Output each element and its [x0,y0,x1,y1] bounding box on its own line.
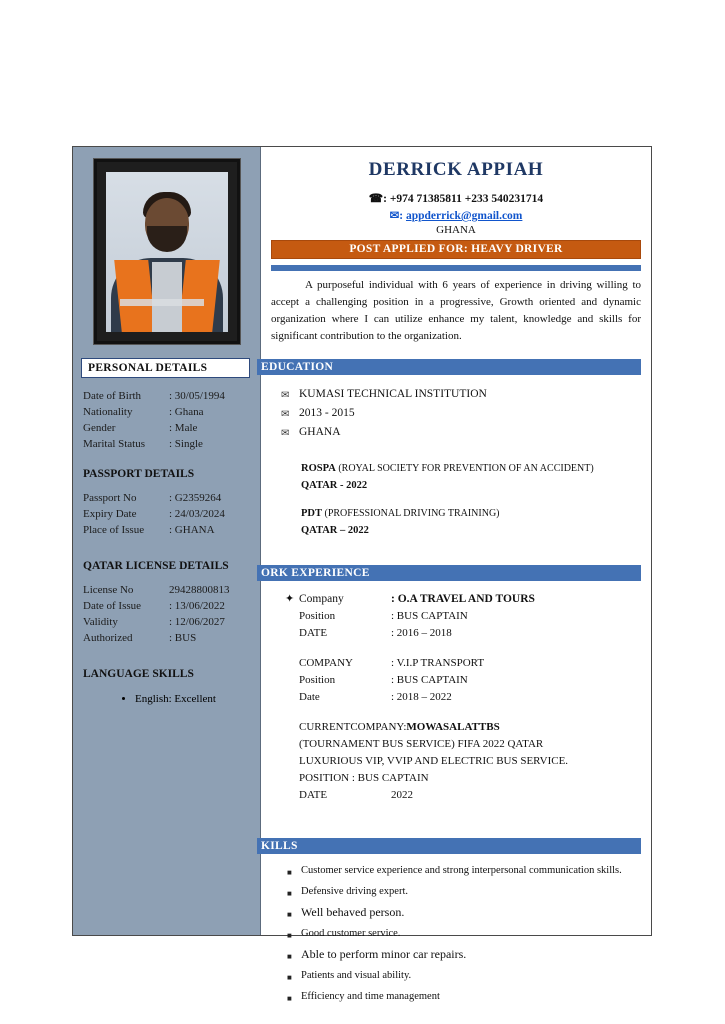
field-label: Authorized [83,632,133,644]
field-value: : 2018 – 2022 [391,691,452,703]
language-skills-heading: LANGUAGE SKILLS [83,668,194,680]
job-row [285,608,641,625]
field-label: Position [299,674,336,686]
current-job-entry [285,719,641,804]
square-bullet-icon: ■ [287,868,292,877]
list-item [83,522,250,538]
field-value: : BUS [169,632,197,644]
field-value: 2022 [391,789,413,801]
telephone-icon: ☎ [368,193,384,205]
job-row [285,672,641,689]
field-label: Gender [83,422,116,434]
field-label: License No [83,584,134,596]
personal-details-list [83,388,250,452]
spacer [285,689,299,706]
field-label: DATE [299,627,328,639]
list-item [287,883,641,900]
certificate-title: PDT [301,508,322,519]
list-item [287,862,641,879]
email-link[interactable]: appderrick@gmail.com [405,210,523,222]
field-label: Date of Issue [83,600,142,612]
skill-text: Patients and visual ability. [301,970,412,981]
spacer [285,753,299,770]
education-item-text: 2013 - 2015 [299,407,355,419]
list-item: • English: Excellent [135,690,250,708]
current-job-line3: LUXURIOUS VIP, VVIP AND ELECTRIC BUS SERVICE. [299,755,569,767]
list-item [83,598,250,614]
field-value: : Ghana [169,406,204,418]
field-label: Date [299,691,320,703]
skills-heading: KILLS [257,838,641,854]
square-bullet-icon: ■ [287,889,292,898]
field-value: : 12/06/2027 [169,616,225,628]
current-company-label: CURRENTCOMPANY: [299,721,407,733]
job-row [285,625,641,642]
skill-text: Customer service experience and strong interpersonal communication skills. [301,865,622,876]
list-item [287,967,641,984]
job-row [285,770,641,787]
field-label: Date of Birth [83,390,142,402]
skill-text: Defensive driving expert. [301,886,409,897]
square-bullet-icon: ■ [287,952,292,961]
list-item [83,404,250,420]
post-applied-banner: POST APPLIED FOR: HEAVY DRIVER [271,240,641,259]
list-item [281,404,641,423]
job-row [285,736,641,753]
list-item [83,506,250,522]
job-row [285,753,641,770]
current-job-line2: (TOURNAMENT BUS SERVICE) FIFA 2022 QATAR [299,738,544,750]
profile-summary [271,277,641,345]
square-bullet-icon: ■ [287,910,292,919]
phone-value: : +974 71385811 +233 540231714 [383,193,544,205]
job-entry [285,655,641,706]
job-row [285,689,641,706]
field-value: : 24/03/2024 [169,508,225,520]
license-details-list [83,582,250,646]
diamond-bullet-icon: ✦ [285,593,295,605]
list-item [83,490,250,506]
page-title: DERRICK APPIAH [368,159,544,180]
current-job-position: POSITION : BUS CAPTAIN [299,772,429,784]
work-experience-heading: ORK EXPERIENCE [257,565,641,581]
square-bullet-icon: ■ [287,931,292,940]
list-item [83,420,250,436]
envelope-bullet-icon: ✉ [281,409,290,420]
list-item [83,436,250,452]
field-label: Position [299,610,336,622]
language-list [95,690,250,708]
spacer [285,770,299,787]
field-value: : Male [169,422,198,434]
email-prefix: : [399,210,404,222]
field-value: : G2359264 [169,492,222,504]
square-bullet-icon: ■ [287,994,292,1003]
square-bullet-icon: ■ [287,973,292,982]
candidate-portrait [106,172,228,332]
spacer [285,719,299,736]
profile-divider-bar [271,265,641,271]
certificate-detail: (PROFESSIONAL DRIVING TRAINING) [324,508,500,519]
certificate-item [301,505,641,522]
country-label: GHANA [436,224,476,236]
list-item [281,385,641,404]
envelope-bullet-icon: ✉ [281,428,290,439]
certificate-place-year [301,522,641,539]
skills-list [271,862,641,1005]
spacer [285,625,299,642]
skill-text: Efficiency and time management [301,991,440,1002]
list-item [83,614,250,630]
list-item [287,988,641,1005]
field-label: Expiry Date [83,508,137,520]
field-label: Passport No [83,492,137,504]
field-value: : GHANA [169,524,215,536]
passport-details-list [83,490,250,538]
field-value: : 30/05/1994 [169,390,225,402]
resume-body [72,146,652,1003]
photo-frame [94,159,240,344]
spacer [285,787,299,804]
list-item [83,630,250,646]
job-entry [285,591,641,642]
field-value: : BUS CAPTAIN [391,610,468,622]
education-item-text: GHANA [299,426,341,438]
personal-details-heading: PERSONAL DETAILS [81,358,250,378]
list-item [83,388,250,404]
spacer [285,672,299,689]
list-item [281,423,641,442]
list-item [287,925,641,942]
job-row [285,787,641,804]
spacer [285,608,299,625]
field-value: : V.I.P TRANSPORT [391,657,485,669]
field-label: Place of Issue [83,524,145,536]
field-label: Validity [83,616,118,628]
certificate-item [301,460,641,477]
field-label: Nationality [83,406,133,418]
skill-text: Good customer service. [301,928,401,939]
certificate-place-year [301,477,641,494]
job-row [285,719,641,736]
envelope-bullet-icon: ✉ [281,390,290,401]
left-sidebar [73,147,261,935]
certificate-title: ROSPA [301,463,336,474]
field-value: : BUS CAPTAIN [391,674,468,686]
certificate-place-year-text: QATAR - 2022 [301,480,368,491]
work-experience-list [285,591,641,804]
list-item [287,904,641,921]
education-heading: EDUCATION [257,359,641,375]
certificate-detail: (ROYAL SOCIETY FOR PREVENTION OF AN ACCIDENT) [338,463,594,474]
license-details-heading: QATAR LICENSE DETAILS [83,560,229,572]
field-value: : 2016 – 2018 [391,627,452,639]
field-value: : Single [169,438,203,450]
field-value: : O.A TRAVEL AND TOURS [391,593,535,605]
field-value: : 13/06/2022 [169,600,225,612]
field-label: DATE [299,789,328,801]
list-item [287,946,641,963]
education-item-text: KUMASI TECHNICAL INSTITUTION [299,388,487,400]
main-content [261,147,651,1003]
profile-text: A purposeful individual with 6 years of experience in driving willing to accept a challenging position in a progressive, Growth oriented and dynamic organization where I can utilize enhance my talent, knowledge and skills for significant contribution to the organization. [271,279,641,342]
current-company-value: MOWASALATTBS [406,721,500,733]
job-row [285,591,641,608]
skill-text: Well behaved person. [301,905,405,919]
phone-line [271,191,641,205]
envelope-icon: ✉ [389,210,400,222]
skill-text: Able to perform minor car repairs. [301,947,467,961]
list-item [83,582,250,598]
passport-details-heading: PASSPORT DETAILS [83,468,195,480]
spacer [285,736,299,753]
field-label: Marital Status [83,438,146,450]
field-label: Company [299,593,344,605]
field-label: COMPANY [299,657,354,669]
job-row [285,655,641,672]
certificate-place-year-text: QATAR – 2022 [301,525,369,536]
spacer [285,655,299,672]
certificates-block [301,460,641,539]
email-line [271,208,641,222]
education-list [271,385,641,442]
field-value: 29428800813 [169,584,230,596]
